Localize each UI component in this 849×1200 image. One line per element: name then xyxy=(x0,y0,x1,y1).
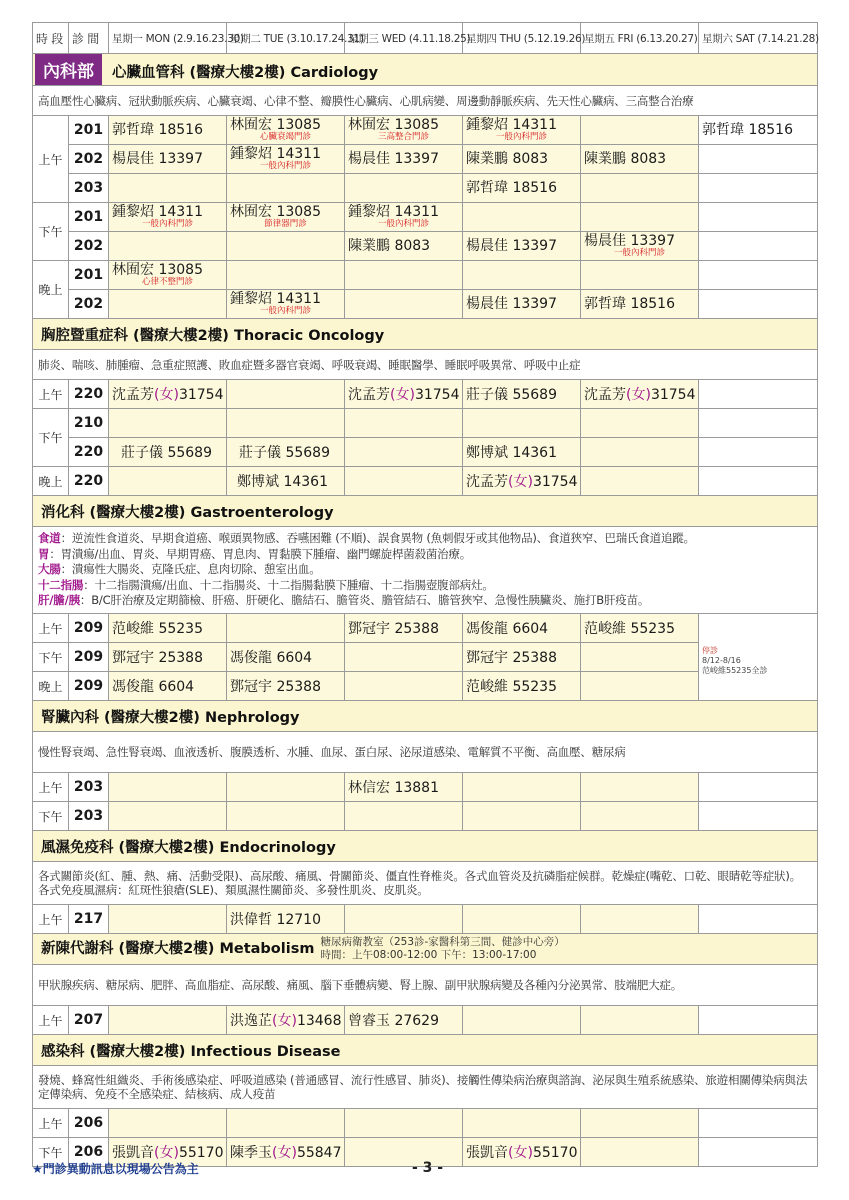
slot-label: 上午 xyxy=(33,773,69,802)
room-number: 209 xyxy=(69,672,109,701)
header-room: 診 間 xyxy=(69,23,109,54)
doctor-name: 林囿宏 13085 xyxy=(112,262,203,278)
female-mark: 女 xyxy=(631,387,646,403)
doctor-name: 馮俊龍 6604 xyxy=(112,679,195,695)
section-title: 風濕免疫科 (醫療大樓2樓) Endocrinology xyxy=(33,831,818,862)
section-metab xyxy=(33,934,818,965)
doctor-cell xyxy=(463,116,581,145)
table-row xyxy=(33,290,818,319)
doctor-ext: 31754 xyxy=(650,387,696,403)
doctor-name: 陳季玉 xyxy=(230,1145,272,1161)
table-row xyxy=(33,203,818,232)
organ-label: 十二指腸 xyxy=(38,577,84,592)
doctor-name: 莊子儀 55689 xyxy=(239,445,330,461)
doctor-name: 馮俊龍 6604 xyxy=(230,650,313,666)
room-number: 202 xyxy=(69,232,109,261)
room-number: 202 xyxy=(69,290,109,319)
doctor-name: 鄧冠宇 25388 xyxy=(348,621,439,637)
endo-desc: 各式關節炎(紅、腫、熱、痛、活動受限)、高尿酸、痛風、骨關節炎、僵直性脊椎炎。各式血管炎及抗磷脂症候群。乾燥症(嘴乾、口乾、眼睛乾等症狀)。各式免疫風濕病：紅斑性狼瘡(SLE)、類風濕性關節炎、多發性肌炎、皮肌炎。 xyxy=(33,862,818,905)
slot-label: 上午 xyxy=(33,614,69,643)
female-mark: 女 xyxy=(395,387,410,403)
doctor-ext: 31754 xyxy=(414,387,460,403)
clinic-note: 心臟衰竭門診 xyxy=(259,132,311,142)
room-number: 201 xyxy=(69,203,109,232)
schedule-page xyxy=(32,22,817,1167)
female-mark: 女 xyxy=(159,1145,174,1161)
suspension-dates: 8/12-8/16 xyxy=(702,656,741,665)
infect-desc: 發燒、蜂窩性組織炎、手術後感染症、呼吸道感染 (普通感冒、流行性感冒、肺炎)、接觸性傳染病治療與諮詢、泌尿與生殖系統感染、旅遊相關傳染病與法定傳染病、免疫不全感染症、結核病、成人疫苗 xyxy=(33,1066,818,1109)
doctor-name: 馮俊龍 6604 xyxy=(466,621,549,637)
department-label: 內科部 xyxy=(35,54,102,85)
doctor-ext: 55170 xyxy=(178,1145,224,1161)
doctor-name: 郭哲瑋 18516 xyxy=(702,121,793,138)
table-row xyxy=(33,1109,818,1138)
doctor-name: 莊子儀 55689 xyxy=(121,445,212,461)
doctor-ext: 55170 xyxy=(532,1145,578,1161)
room-number: 220 xyxy=(69,467,109,496)
slot-label: 上午 xyxy=(33,1006,69,1035)
doctor-ext: 13468 xyxy=(296,1013,342,1029)
female-mark: 女 xyxy=(277,1013,292,1029)
section-title: 感染科 (醫療大樓2樓) Infectious Disease xyxy=(33,1035,818,1066)
room-number: 201 xyxy=(69,116,109,145)
section-gastro xyxy=(33,496,818,527)
clinic-note: 心律不整門診 xyxy=(141,277,193,287)
header-day-tue: 星期二 TUE (3.10.17.24.31) xyxy=(227,23,345,54)
thoracic-desc: 肺炎、喘咳、肺腫瘤、急重症照護、敗血症暨多器官衰竭、呼吸衰竭、睡眠醫學、睡眠呼吸異常、呼吸中止症 xyxy=(33,350,818,380)
organ-desc: ：胃潰瘍/出血、胃炎、早期胃癌、胃息肉、胃黏膜下腫瘤、幽門螺旋桿菌殺菌治療。 xyxy=(49,546,472,561)
slot-label: 下午 xyxy=(33,643,69,672)
clinic-note: 一般內科門診 xyxy=(495,132,547,142)
table-row xyxy=(33,174,818,203)
doctor-name: 林囿宏 13085 xyxy=(230,117,321,133)
doctor-name: 鍾黎炤 14311 xyxy=(466,117,557,133)
room-number: 210 xyxy=(69,409,109,438)
doctor-name: 洪逸芷 xyxy=(230,1013,272,1029)
room-number: 207 xyxy=(69,1006,109,1035)
metab-desc: 甲狀腺疾病、糖尿病、肥胖、高血脂症、高尿酸、痛風、腦下垂體病變、腎上腺、副甲狀腺病變及各種內分泌異常、肢端肥大症。 xyxy=(33,965,818,1006)
room-number: 201 xyxy=(69,261,109,290)
suspension-detail: 范峻維55235全診 xyxy=(702,666,768,675)
suspension-note xyxy=(699,614,818,701)
room-number: 209 xyxy=(69,643,109,672)
organ-label: 大腸 xyxy=(38,562,61,576)
footer xyxy=(32,1160,817,1180)
doctor-name: 張凱音 xyxy=(466,1145,508,1161)
table-row xyxy=(33,905,818,934)
doctor-name: 鍾黎炤 14311 xyxy=(112,204,203,220)
clinic-note: 一般內科門診 xyxy=(141,219,193,229)
doctor-name: 楊晨佳 13397 xyxy=(584,233,675,249)
table-row: 下午 206 張凱音(女)55170 陳季玉(女)55847 張凱音(女)55170 xyxy=(33,1138,818,1167)
doctor-name: 郭哲瑋 18516 xyxy=(466,179,557,196)
organ-label: 食道 xyxy=(38,531,61,545)
organ-desc: ：潰瘍性大腸炎、克隆氏症、息肉切除、憩室出血。 xyxy=(60,562,321,576)
female-mark: 女 xyxy=(513,1145,528,1161)
cardiology-desc: 高血壓性心臟病、冠狀動脈疾病、心臟衰竭、心律不整、瓣膜性心臟病、心肌病變、周邊動靜脈疾病、先天性心臟病、三高整合治療 xyxy=(33,86,818,116)
doctor-name: 鄧冠宇 25388 xyxy=(112,650,203,666)
header-day-fri: 星期五 FRI (6.13.20.27) xyxy=(581,23,699,54)
room-number: 203 xyxy=(69,802,109,831)
section-cardiology xyxy=(33,54,818,86)
organ-label: 胃 xyxy=(38,546,50,561)
doctor-name: 林信宏 13881 xyxy=(348,780,439,796)
table-row xyxy=(33,438,818,467)
doctor-cell xyxy=(345,116,463,145)
doctor-name: 曾睿玉 27629 xyxy=(348,1013,439,1029)
table-row xyxy=(33,145,818,174)
female-mark: 女 xyxy=(513,474,528,490)
doctor-name: 楊晨佳 13397 xyxy=(348,150,439,167)
female-mark: 女 xyxy=(277,1145,292,1161)
doctor-ext: 31754 xyxy=(532,474,578,490)
header-day-wed: 星期三 WED (4.11.18.25) xyxy=(345,23,463,54)
table-row xyxy=(33,261,818,290)
room-number: 209 xyxy=(69,614,109,643)
slot-label: 下午 xyxy=(33,1138,69,1167)
doctor-name: 鄭博斌 14361 xyxy=(237,474,328,490)
doctor-name: 洪偉哲 12710 xyxy=(230,912,321,928)
empty-cell xyxy=(581,116,699,145)
room-number: 217 xyxy=(69,905,109,934)
doctor-name: 范峻維 55235 xyxy=(466,679,557,695)
doctor-name: 沈孟芳 xyxy=(584,387,626,403)
nephro-desc: 慢性腎衰竭、急性腎衰竭、血液透析、腹膜透析、水腫、血尿、蛋白尿、泌尿道感染、電解質不平衡、高血壓、糖尿病 xyxy=(33,732,818,773)
clinic-note: 一般內科門診 xyxy=(613,248,665,258)
slot-label: 上午 xyxy=(33,380,69,409)
section-nephro xyxy=(33,701,818,732)
slot-label: 下午 xyxy=(33,802,69,831)
doctor-name: 林囿宏 13085 xyxy=(348,117,439,133)
slot-label: 下午 xyxy=(33,409,69,467)
table-row xyxy=(33,116,818,145)
doctor-ext: 31754 xyxy=(178,387,224,403)
section-title: 消化科 (醫療大樓2樓) Gastroenterology xyxy=(33,496,818,527)
slot-label: 上午 xyxy=(33,116,69,203)
room-number: 220 xyxy=(69,438,109,467)
doctor-name: 沈孟芳 xyxy=(348,387,390,403)
header-day-thu: 星期四 THU (5.12.19.26) xyxy=(463,23,581,54)
table-row xyxy=(33,614,818,643)
slot-label: 晚上 xyxy=(33,261,69,319)
female-mark: 女 xyxy=(159,387,174,403)
header-day-sat: 星期六 SAT (7.14.21.28) xyxy=(699,23,818,54)
doctor-name: 陳業鵬 8083 xyxy=(584,150,667,167)
suspension-title: 停診 xyxy=(702,646,718,655)
table-row: 上午 207 洪逸芷(女)13468 曾睿玉 27629 xyxy=(33,1006,818,1035)
section-infect xyxy=(33,1035,818,1066)
room-number: 203 xyxy=(69,174,109,203)
slot-label: 上午 xyxy=(33,905,69,934)
doctor-name: 鄭博斌 14361 xyxy=(466,445,557,461)
doctor-name: 鍾黎炤 14311 xyxy=(230,146,321,162)
doctor-name: 楊晨佳 13397 xyxy=(466,237,557,254)
slot-label: 上午 xyxy=(33,1109,69,1138)
doctor-cell xyxy=(109,116,227,145)
organ-label: 肝/膽/胰 xyxy=(38,593,80,607)
clinic-schedule-table xyxy=(32,22,818,1167)
doctor-name: 范峻維 55235 xyxy=(584,621,675,637)
doctor-ext: 55847 xyxy=(296,1145,342,1161)
gastro-desc xyxy=(33,527,818,614)
room-number: 220 xyxy=(69,380,109,409)
doctor-name: 郭哲瑋 18516 xyxy=(112,121,203,138)
header-day-mon: 星期一 MON (2.9.16.23.30) xyxy=(109,23,227,54)
doctor-name: 林囿宏 13085 xyxy=(230,204,321,220)
room-number: 203 xyxy=(69,773,109,802)
room-number: 206 xyxy=(69,1109,109,1138)
table-row: 上午 220 沈孟芳(女)31754 沈孟芳(女)31754 莊子儀 55689 沈孟芳(女)31754 xyxy=(33,380,818,409)
doctor-name: 鍾黎炤 14311 xyxy=(348,204,439,220)
table-row xyxy=(33,409,818,438)
edu-room: 糖尿病衛教室（253診-家醫科第三間、健診中心旁） xyxy=(320,936,565,948)
doctor-name: 鍾黎炤 14311 xyxy=(230,291,321,307)
section-title: 新陳代謝科 (醫療大樓2樓) Metabolism xyxy=(41,941,315,957)
page-number: - 3 - xyxy=(412,1160,444,1176)
doctor-name: 張凱音 xyxy=(112,1145,154,1161)
organ-desc: ：B/C肝治療及定期篩檢、肝癌、肝硬化、膽結石、膽管炎、膽管結石、膽管狹窄、急慢性胰臟炎、施打B肝疫苗。 xyxy=(79,593,650,607)
doctor-name: 鄧冠宇 25388 xyxy=(230,679,321,695)
edu-hours: 時間：上午08:00-12:00 下午：13:00-17:00 xyxy=(320,949,537,961)
slot-label: 下午 xyxy=(33,203,69,261)
header-row xyxy=(33,23,818,54)
doctor-cell xyxy=(699,116,818,145)
table-row xyxy=(33,773,818,802)
empty-cell xyxy=(699,145,818,174)
section-title: 腎臟內科 (醫療大樓2樓) Nephrology xyxy=(33,701,818,732)
doctor-name: 陳業鵬 8083 xyxy=(348,237,431,254)
table-row xyxy=(33,232,818,261)
table-row: 晚上 220 鄭博斌 14361 沈孟芳(女)31754 xyxy=(33,467,818,496)
room-number: 202 xyxy=(69,145,109,174)
organ-desc: ：逆流性食道炎、早期食道癌、喉頭異物感、吞嚥困難 (不順)、誤食異物 (魚刺假牙或其他物品)、食道狹窄、巴瑞氏食道追蹤。 xyxy=(60,531,695,545)
footer-notice: ★門診異動訊息以現場公告為主 xyxy=(32,1162,199,1176)
clinic-note: 一般內科門診 xyxy=(259,306,311,316)
slot-label: 晚上 xyxy=(33,467,69,496)
doctor-name: 沈孟芳 xyxy=(466,474,508,490)
header-slot: 時 段 xyxy=(33,23,69,54)
doctor-name: 郭哲瑋 18516 xyxy=(584,295,675,312)
section-endo xyxy=(33,831,818,862)
doctor-name: 楊晨佳 13397 xyxy=(466,295,557,312)
section-title: 心臟血管科 (醫療大樓2樓) Cardiology xyxy=(112,65,379,81)
clinic-note: 一般內科門診 xyxy=(259,161,311,171)
doctor-name: 楊晨佳 13397 xyxy=(112,150,203,167)
section-thoracic xyxy=(33,319,818,350)
organ-desc: ：十二指腸潰瘍/出血、十二指腸炎、十二指腸黏膜下腫瘤、十二指腸壺腹部病灶。 xyxy=(83,577,494,592)
section-title: 胸腔暨重症科 (醫療大樓2樓) Thoracic Oncology xyxy=(33,319,818,350)
doctor-name: 莊子儀 55689 xyxy=(466,387,557,403)
doctor-name: 陳業鵬 8083 xyxy=(466,150,549,167)
table-row xyxy=(33,802,818,831)
slot-label: 晚上 xyxy=(33,672,69,701)
doctor-name: 范峻維 55235 xyxy=(112,621,203,637)
doctor-name: 沈孟芳 xyxy=(112,387,154,403)
clinic-note: 三高整合門診 xyxy=(377,132,429,142)
room-number: 206 xyxy=(69,1138,109,1167)
clinic-note: 一般內科門診 xyxy=(377,219,429,229)
section-description xyxy=(33,86,818,116)
clinic-note: 節律器門診 xyxy=(264,219,307,229)
doctor-name: 鄧冠宇 25388 xyxy=(466,650,557,666)
doctor-cell xyxy=(227,116,345,145)
